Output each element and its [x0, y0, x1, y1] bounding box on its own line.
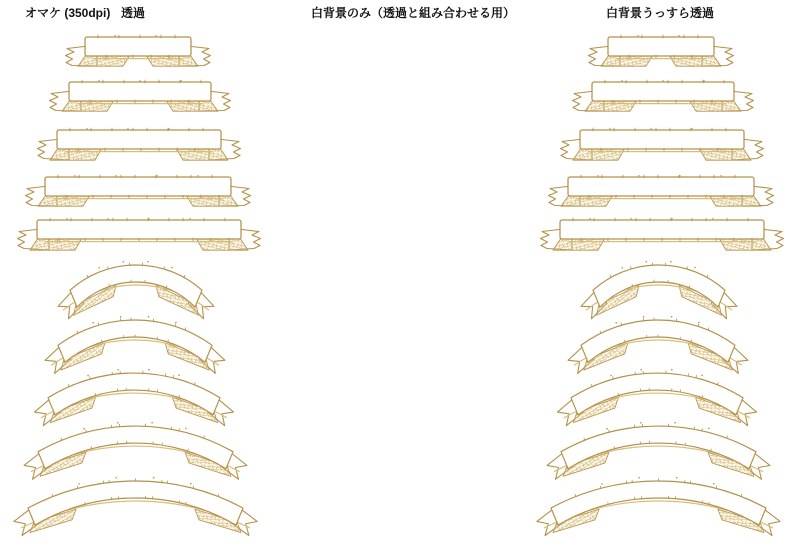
ribbon-straight-5 [538, 218, 786, 252]
ribbon-arc-4 [541, 423, 776, 480]
ribbon-arc-4 [18, 423, 253, 480]
ribbon-straight-2 [47, 80, 233, 113]
ribbon-arc-2 [38, 317, 232, 373]
ribbon-arc-3 [551, 370, 763, 425]
ribbon-straight-5 [15, 218, 263, 252]
ribbon-arc-5 [8, 478, 263, 538]
ribbon-straight-2 [570, 80, 756, 113]
ribbon-straight-3 [558, 128, 766, 162]
ribbon-arc-2 [561, 317, 755, 373]
ribbon-straight-4 [546, 175, 776, 208]
column-label-faint-transparent: 白背景うっすら透過 [606, 6, 715, 20]
bonus-dpi-label: オマケ (350dpi) [25, 6, 111, 20]
column-label-transparent: 透過 [121, 6, 146, 20]
ribbon-arc-1 [573, 262, 745, 318]
ribbon-straight-1 [63, 35, 213, 68]
ribbon-arc-1 [50, 262, 222, 318]
ribbon-arc-5 [531, 478, 786, 538]
column-label-white-only: 白背景のみ（透過と組み合わせる用） [311, 6, 516, 20]
ribbon-straight-4 [23, 175, 253, 208]
ribbon-arc-3 [28, 370, 240, 425]
ribbon-straight-3 [35, 128, 243, 162]
ribbon-straight-1 [586, 35, 736, 68]
